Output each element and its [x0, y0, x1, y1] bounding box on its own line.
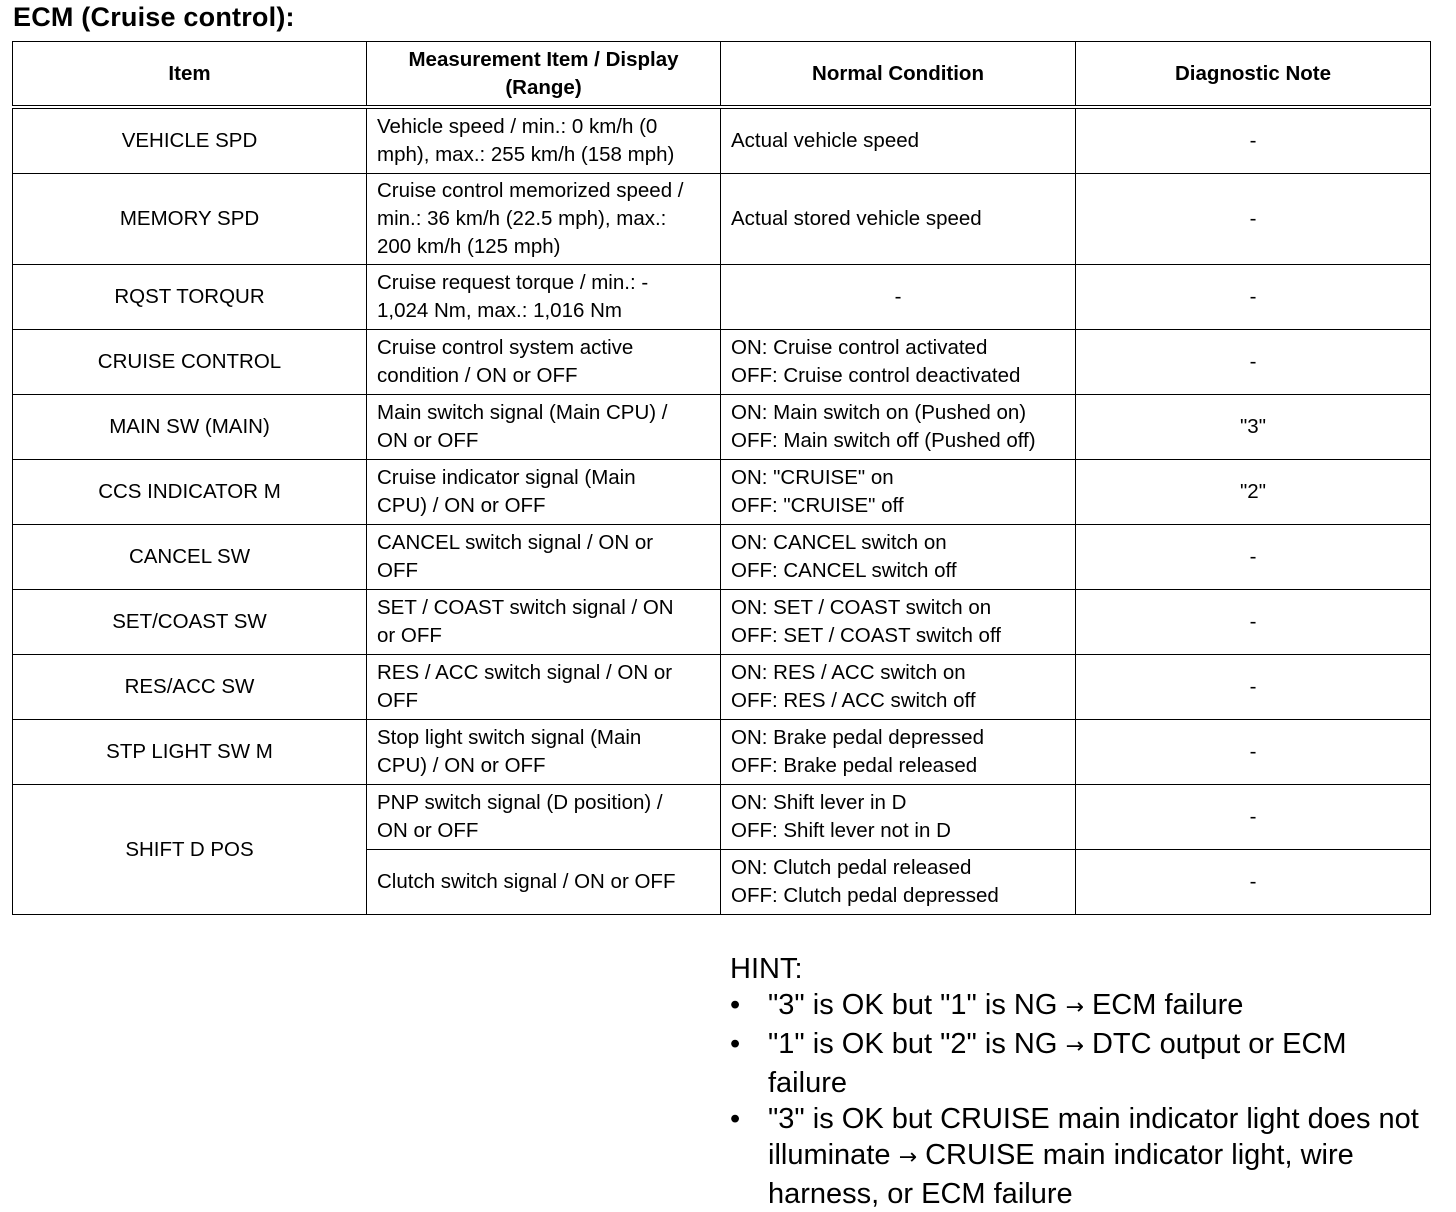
- hint-item: [730, 1026, 1430, 1101]
- measurement-line: mph), max.: 255 km/h (158 mph): [377, 143, 675, 166]
- table-row: [13, 525, 1431, 590]
- measurement-line: Cruise indicator signal (Main: [377, 466, 636, 489]
- header-measurement: [367, 42, 721, 108]
- cell-item: SHIFT D POS: [13, 785, 367, 915]
- measurement-line: 200 km/h (125 mph): [377, 235, 561, 258]
- normal-condition-line: ON: Main switch on (Pushed on): [731, 401, 1027, 424]
- cell-normal-condition: [721, 850, 1076, 915]
- header-measurement-line-2: (Range): [505, 75, 582, 99]
- cell-measurement: [367, 330, 721, 395]
- bullet-icon: •: [730, 1028, 741, 1060]
- arrow-right-icon: →: [898, 1145, 917, 1170]
- table-row: [13, 174, 1431, 265]
- normal-condition-line: Actual vehicle speed: [731, 129, 920, 152]
- cell-measurement: [367, 174, 721, 265]
- normal-condition-line: ON: Brake pedal depressed: [731, 726, 984, 749]
- measurement-line: Main switch signal (Main CPU) /: [377, 401, 668, 424]
- table-row: [13, 460, 1431, 525]
- measurement-line: Clutch switch signal / ON or OFF: [377, 870, 676, 893]
- normal-condition-line: OFF: Cruise control deactivated: [731, 364, 1021, 387]
- measurement-line: Cruise control memorized speed /: [377, 179, 684, 202]
- cell-measurement: [367, 525, 721, 590]
- hint-section: [730, 951, 1430, 1212]
- cell-measurement: [367, 460, 721, 525]
- hint-result: DTC output or ECM failure: [768, 1028, 1347, 1099]
- cell-diagnostic-note: -: [1076, 850, 1431, 915]
- header-measurement-line-1: Measurement Item / Display: [408, 47, 679, 71]
- normal-condition-line: ON: CANCEL switch on: [731, 531, 947, 554]
- normal-condition-line: OFF: "CRUISE" off: [731, 494, 904, 517]
- normal-condition-line: ON: Clutch pedal released: [731, 856, 972, 879]
- cell-measurement: [367, 785, 721, 850]
- table-row: [13, 785, 1431, 850]
- bullet-icon: •: [730, 1103, 741, 1135]
- cell-item: STP LIGHT SW M: [13, 720, 367, 785]
- cell-diagnostic-note: -: [1076, 785, 1431, 850]
- measurement-line: 1,024 Nm, max.: 1,016 Nm: [377, 299, 622, 322]
- cell-item: MAIN SW (MAIN): [13, 395, 367, 460]
- hint-condition: "3" is OK but CRUISE main indicator light does not illuminate: [768, 1103, 1419, 1171]
- cell-measurement: [367, 850, 721, 915]
- measurement-line: CANCEL switch signal / ON or: [377, 531, 654, 554]
- measurement-line: CPU) / ON or OFF: [377, 494, 546, 517]
- table-body: [13, 107, 1431, 915]
- cell-normal-condition: [721, 174, 1076, 265]
- cell-measurement: [367, 107, 721, 174]
- measurement-line: PNP switch signal (D position) /: [377, 791, 663, 814]
- normal-condition-line: ON: Shift lever in D: [731, 791, 907, 814]
- measurement-line: Stop light switch signal (Main: [377, 726, 642, 749]
- measurement-line: SET / COAST switch signal / ON: [377, 596, 674, 619]
- cell-diagnostic-note: -: [1076, 174, 1431, 265]
- cell-normal-condition: [721, 265, 1076, 330]
- measurement-line: ON or OFF: [377, 429, 479, 452]
- cell-normal-condition: [721, 590, 1076, 655]
- measurement-line: RES / ACC switch signal / ON or: [377, 661, 673, 684]
- cell-diagnostic-note: -: [1076, 720, 1431, 785]
- table-row: [13, 655, 1431, 720]
- cell-normal-condition: [721, 720, 1076, 785]
- hint-condition: "1" is OK but "2" is NG: [768, 1028, 1058, 1060]
- normal-condition-line: OFF: Brake pedal released: [731, 754, 978, 777]
- cell-normal-condition: [721, 395, 1076, 460]
- normal-condition-line: ON: Cruise control activated: [731, 336, 988, 359]
- hint-result: CRUISE main indicator light, wire harness, or ECM failure: [768, 1139, 1354, 1210]
- measurement-line: CPU) / ON or OFF: [377, 754, 546, 777]
- cell-item: VEHICLE SPD: [13, 107, 367, 174]
- page-title: ECM (Cruise control):: [13, 2, 295, 32]
- table-row: [13, 720, 1431, 785]
- table-row: [13, 265, 1431, 330]
- cell-diagnostic-note: -: [1076, 107, 1431, 174]
- measurement-line: ON or OFF: [377, 819, 479, 842]
- table-header-row: [13, 42, 1431, 108]
- measurement-line: or OFF: [377, 624, 442, 647]
- cell-normal-condition: [721, 525, 1076, 590]
- normal-condition-line: OFF: Main switch off (Pushed off): [731, 429, 1036, 452]
- measurement-line: condition / ON or OFF: [377, 364, 578, 387]
- table-row: [13, 395, 1431, 460]
- hint-item: [730, 987, 1430, 1026]
- table-row: [13, 330, 1431, 395]
- cell-item: CCS INDICATOR M: [13, 460, 367, 525]
- normal-condition-line: OFF: SET / COAST switch off: [731, 624, 1001, 647]
- cell-diagnostic-note: -: [1076, 525, 1431, 590]
- measurement-line: Vehicle speed / min.: 0 km/h (0: [377, 115, 658, 138]
- hint-item: [730, 1101, 1430, 1212]
- header-normal-condition: Normal Condition: [721, 42, 1076, 108]
- hint-result: ECM failure: [1091, 989, 1244, 1021]
- measurement-line: Cruise request torque / min.: -: [377, 271, 649, 294]
- normal-condition-line: -: [894, 285, 902, 308]
- measurement-line: OFF: [377, 559, 418, 582]
- cell-normal-condition: [721, 655, 1076, 720]
- cell-diagnostic-note: -: [1076, 590, 1431, 655]
- hint-title: HINT:: [730, 953, 803, 985]
- cell-measurement: [367, 590, 721, 655]
- cell-measurement: [367, 395, 721, 460]
- cell-diagnostic-note: -: [1076, 655, 1431, 720]
- normal-condition-line: ON: SET / COAST switch on: [731, 596, 992, 619]
- measurement-line: Cruise control system active: [377, 336, 634, 359]
- cell-normal-condition: [721, 330, 1076, 395]
- cell-normal-condition: [721, 460, 1076, 525]
- normal-condition-line: OFF: RES / ACC switch off: [731, 689, 976, 712]
- cell-measurement: [367, 655, 721, 720]
- table-row: [13, 590, 1431, 655]
- header-item: Item: [13, 42, 367, 108]
- cell-diagnostic-note: -: [1076, 265, 1431, 330]
- cell-item: CRUISE CONTROL: [13, 330, 367, 395]
- cell-diagnostic-note: "2": [1076, 460, 1431, 525]
- header-diagnostic-note: Diagnostic Note: [1076, 42, 1431, 108]
- cell-diagnostic-note: "3": [1076, 395, 1431, 460]
- normal-condition-line: OFF: Clutch pedal depressed: [731, 884, 999, 907]
- cell-measurement: [367, 720, 721, 785]
- hint-list: [730, 987, 1430, 1212]
- hint-condition: "3" is OK but "1" is NG: [768, 989, 1058, 1021]
- cruise-control-data-table: [12, 41, 1431, 915]
- measurement-line: min.: 36 km/h (22.5 mph), max.:: [377, 207, 667, 230]
- normal-condition-line: ON: "CRUISE" on: [731, 466, 894, 489]
- bullet-icon: •: [730, 989, 741, 1021]
- table-row: [13, 107, 1431, 174]
- cell-item: SET/COAST SW: [13, 590, 367, 655]
- cell-item: MEMORY SPD: [13, 174, 367, 265]
- cell-item: CANCEL SW: [13, 525, 367, 590]
- cell-diagnostic-note: -: [1076, 330, 1431, 395]
- normal-condition-line: OFF: Shift lever not in D: [731, 819, 951, 842]
- normal-condition-line: Actual stored vehicle speed: [731, 207, 982, 230]
- normal-condition-line: OFF: CANCEL switch off: [731, 559, 957, 582]
- measurement-line: OFF: [377, 689, 418, 712]
- cell-item: RQST TORQUR: [13, 265, 367, 330]
- cell-normal-condition: [721, 107, 1076, 174]
- arrow-right-icon: →: [1065, 1034, 1084, 1059]
- cell-normal-condition: [721, 785, 1076, 850]
- cell-item: RES/ACC SW: [13, 655, 367, 720]
- arrow-right-icon: →: [1065, 995, 1084, 1020]
- cell-measurement: [367, 265, 721, 330]
- normal-condition-line: ON: RES / ACC switch on: [731, 661, 966, 684]
